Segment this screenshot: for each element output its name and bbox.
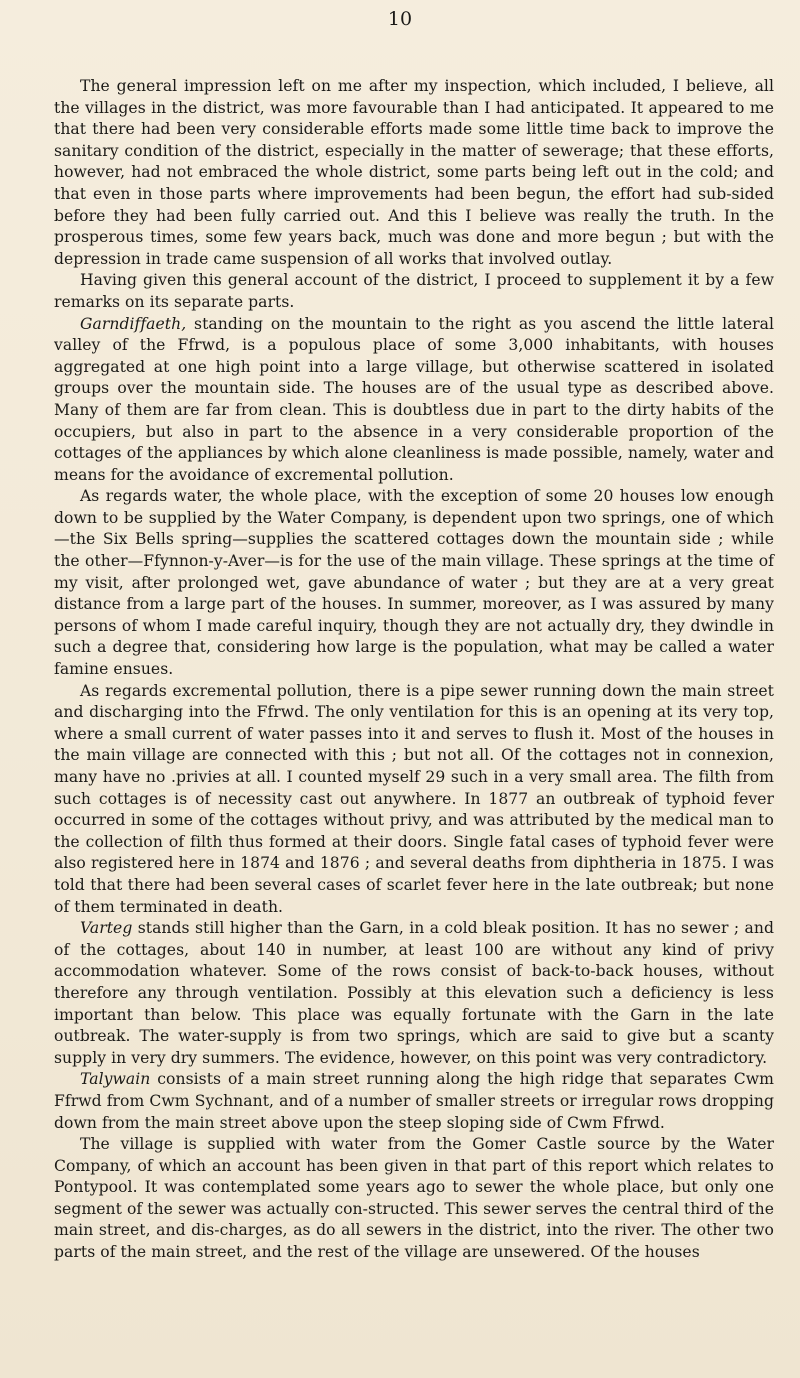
paragraph: The village is supplied with water from the Gomer Castle source by the Water Company, of which an account has been given in that part of this report which relates to Pontypool. It was contemplated some years ago to sewer the whole place, but only one segment of the sewer was actually con-structed. This sewer serves the central third of the main street, and dis-charges, as do all sewers in the district, into the river. The other two parts of the main street, and the rest of the village are unsewered. Of the houses xyxy=(54,1135,774,1262)
paragraph: The general impression left on me after my inspection, which included, I believe, all the villages in the district, was more favourable than I had anticipated. It appeared to me that there had been very considerable efforts made some little time back to improve the sanitary condition of the district, especially in the matter of sewerage; that these efforts, however, had not embraced the whole district, some parts being left out in the cold; and that even in those parts where improvements had been begun, the effort had sub-sided before they had been fully carried out. And this I believe was really the truth. In the prosperous times, some few years back, much was done and more begun ; but with the depression in trade came suspension of all works that involved outlay. xyxy=(54,77,774,268)
place-name: Varteg xyxy=(80,919,133,938)
paragraph: Having given this general account of the district, I proceed to supplement it by a few remarks on its separate parts. xyxy=(54,271,774,311)
place-name: Talywain xyxy=(80,1070,151,1089)
paragraph: As regards water, the whole place, with the exception of some 20 houses low enough down to be supplied by the Water Company, is dependent upon two springs, one of which—the Six Bells spring—supplies the scattered cottages down the mountain side ; while the other—Ffynnon-y-Aver—is for the use of the main village. These springs at the time of my visit, after prolonged wet, gave abundance of water ; but they are at a very great distance from a large part of the houses. In summer, moreover, as I was assured by many persons of whom I made careful inquiry, though they are not actually dry, they dwindle in such a degree that, considering how large is the population, what may be called a water famine ensues. xyxy=(54,487,774,679)
paragraph-garndiffaeth: Garndiffaeth, standing on the mountain to the right as you ascend the little lateral valley of the Ffrwd, is a populous place of some 3,000 inhabitants, with houses aggregated at one high point into a large village, but otherwise scattered in isolated groups over the mountain side. The houses are of the usual type as described above. Many of them are far from clean. This is doubtless due in part to the dirty habits of the occupiers, but also in part to the absence in a very considerable proportion of the cottages of the appliances by which alone cleanliness is made possible, namely, water and means for the avoidance of excremental pollution. xyxy=(54,314,774,484)
page-number: 10 xyxy=(387,8,413,30)
place-name: Garndiffaeth, xyxy=(80,314,187,333)
paragraph: As regards excremental pollution, there is a pipe sewer running down the main street and discharging into the Ffrwd. The only ventilation for this is an opening at its very top, where a small current of water passes into it and serves to flush it. Most of the houses in the main village are connected with this ; but not all. Of the cottages not in connexion, many have no .privies at all. I counted myself 29 such in a very small area. The filth from such cottages is of necessity cast out anywhere. In 1877 an outbreak of typhoid fever occurred in some of the cottages without privy, and was attributed by the medical man to the collection of filth thus formed at their doors. Single fatal cases of typhoid fever were also registered here in 1874 and 1876 ; and several deaths from diphtheria in 1875. I was told that there had been several cases of scarlet fever here in the late outbreak; but none of them terminated in death. xyxy=(54,681,774,916)
paragraph-talywain: Talywain consists of a main street running along the high ridge that separates Cwm Ffrwd from Cwm Sychnant, and of a number of smaller streets or irregular rows dropping down from the main street above upon the steep sloping side of Cwm Ffrwd. xyxy=(54,1070,774,1132)
paragraph-varteg: Varteg stands still higher than the Garn, in a cold bleak position. It has no sewer ; and of the cottages, about 140 in number, at least 100 are without any kind of privy accommodation whatever. Some of the rows consist of back-to-back houses, without therefore any through ventilation. Possibly at this elevation such a deficiency is less important than below. This place was equally fortunate with the Garn in the late outbreak. The water-supply is from two springs, which are said to give but a scanty supply in very dry summers. The evidence, however, on this point was very contradictory. xyxy=(54,919,774,1067)
body-text xyxy=(54,76,774,1264)
